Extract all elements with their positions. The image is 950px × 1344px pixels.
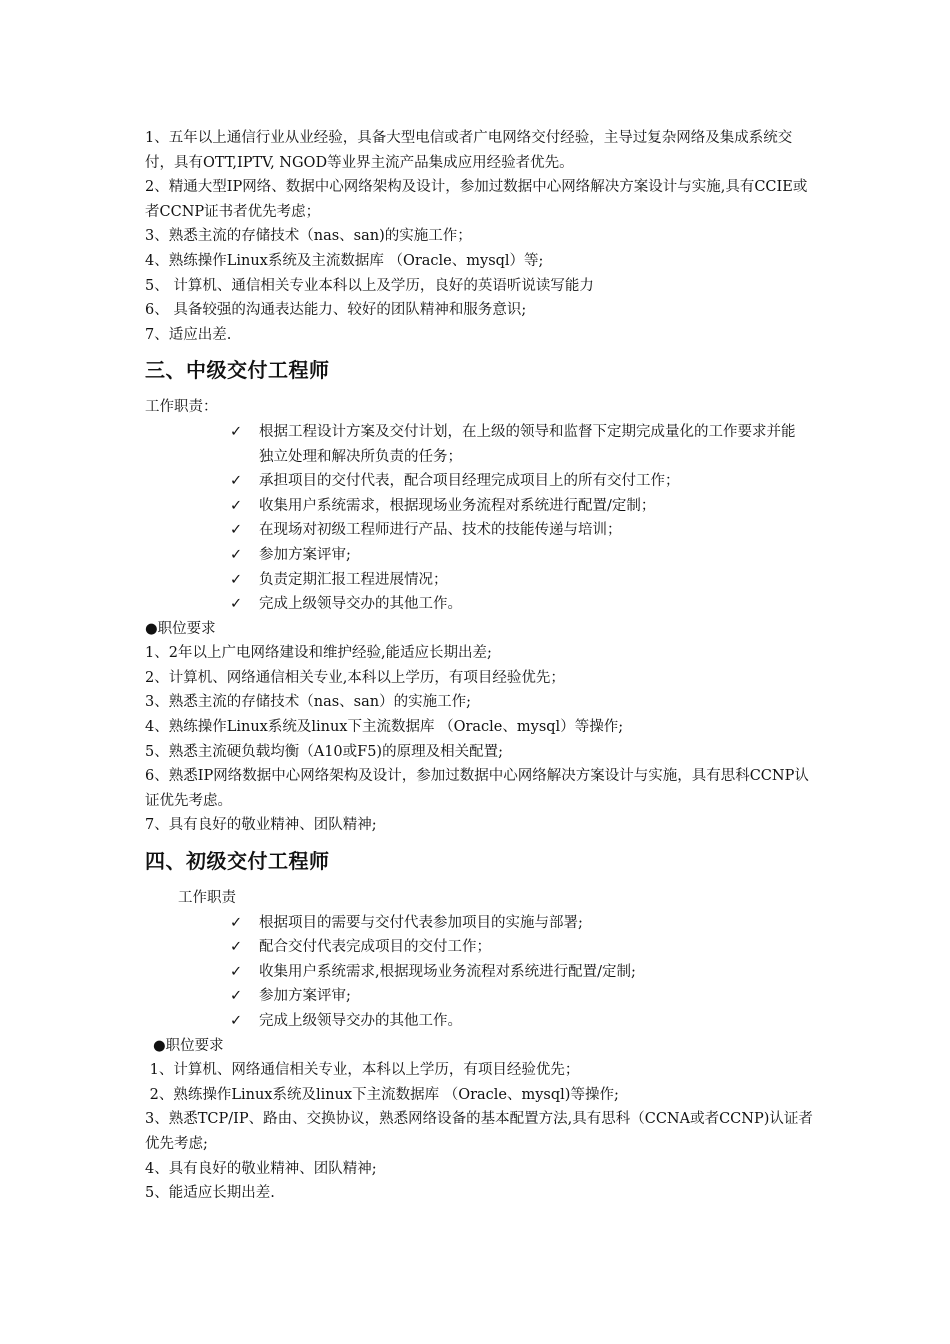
duty-text: 根据项目的需要与交付代表参加项目的实施与部署;	[259, 914, 583, 931]
requirement-item: 1、五年以上通信行业从业经验，具备大型电信或者广电网络交付经验，主导过复杂网络及集成系统交付，具有OTT,IPTV, NGOD等业界主流产品集成应用经验者优先。	[145, 130, 793, 171]
requirements-list	[145, 641, 815, 838]
duty-item	[145, 911, 815, 936]
checkmark-icon: ✓	[230, 914, 243, 931]
requirements-label: ●职位要求	[153, 1037, 224, 1054]
requirement-item: 5、熟悉主流硬负载均衡（A10或F5)的原理及相关配置;	[145, 743, 503, 760]
checkmark-icon: ✓	[230, 522, 243, 539]
checkmark-icon: ✓	[230, 963, 243, 980]
duty-text: 参加方案评审;	[259, 546, 351, 563]
checkmark-icon: ✓	[230, 988, 243, 1005]
section-heading-mid-engineer: 三、中级交付工程师	[145, 358, 330, 383]
requirement-item: 1、2年以上广电网络建设和维护经验,能适应长期出差;	[145, 645, 492, 662]
duties-checklist	[145, 911, 815, 1034]
section-heading-junior-engineer: 四、初级交付工程师	[145, 849, 330, 874]
duties-checklist	[145, 420, 815, 617]
checkmark-icon: ✓	[230, 423, 243, 440]
requirement-item: 1、计算机、网络通信相关专业，本科以上学历，有项目经验优先；	[145, 1062, 580, 1079]
duty-item	[145, 935, 815, 960]
duties-label: 工作职责：	[145, 399, 218, 416]
duty-item	[145, 494, 815, 519]
requirement-item: 4、熟练操作Linux系统及linux下主流数据库 （Oracle、mysql）等操作;	[145, 719, 624, 736]
requirement-item: 6、熟悉IP网络数据中心网络架构及设计，参加过数据中心网络解决方案设计与实施，具有思科CCNP认证优先考虑。	[145, 768, 809, 809]
requirement-item: 3、熟悉主流的存储技术（nas、san)的实施工作；	[145, 228, 472, 245]
checkmark-icon: ✓	[230, 1013, 243, 1029]
duty-text: 完成上级领导交办的其他工作。	[259, 596, 462, 613]
duty-item	[145, 420, 815, 469]
requirement-item: 2、熟练操作Linux系统及linux下主流数据库 （Oracle、mysql)等操作;	[145, 1086, 619, 1103]
requirement-item: 6、 具备较强的沟通表达能力、较好的团队精神和服务意识;	[145, 302, 527, 319]
requirement-item: 7、具有良好的敬业精神、团队精神;	[145, 817, 377, 834]
duty-text: 完成上级领导交办的其他工作。	[259, 1013, 462, 1029]
requirement-item: 3、熟悉主流的存储技术（nas、san）的实施工作;	[145, 694, 471, 711]
requirement-item: 3、熟悉TCP/IP、路由、交换协议，熟悉网络设备的基本配置方法,具有思科（CCNA或者CCNP)认证者优先考虑;	[145, 1111, 813, 1152]
duty-text: 负责定期汇报工程进展情况；	[259, 571, 448, 588]
duty-text: 根据工程设计方案及交付计划，在上级的领导和监督下定期完成量化的工作要求并能独立处理和解决所负责的任务；	[259, 423, 796, 465]
duty-text: 配合交付代表完成项目的交付工作；	[259, 939, 491, 956]
checkmark-icon: ✓	[230, 596, 243, 613]
checkmark-icon: ✓	[230, 497, 243, 514]
requirement-item: 5、能适应长期出差.	[145, 1185, 275, 1202]
duty-text: 参加方案评审;	[259, 988, 351, 1005]
requirement-item: 2、计算机、网络通信相关专业,本科以上学历，有项目经验优先；	[145, 669, 565, 686]
duty-item	[145, 469, 815, 494]
duties-label: 工作职责	[178, 890, 236, 907]
duty-text: 承担项目的交付代表，配合项目经理完成项目上的所有交付工作；	[259, 473, 680, 490]
requirement-item: 4、熟练操作Linux系统及主流数据库 （Oracle、mysql）等;	[145, 252, 544, 269]
duty-item	[145, 984, 815, 1009]
requirement-item: 7、适应出差.	[145, 326, 232, 343]
requirements-list	[145, 1058, 815, 1206]
requirement-item: 5、 计算机、通信相关专业本科以上及学历，良好的英语听说读写能力	[145, 277, 594, 294]
duty-item	[145, 568, 815, 593]
checkmark-icon: ✓	[230, 571, 243, 588]
requirement-item: 4、具有良好的敬业精神、团队精神;	[145, 1160, 377, 1177]
duty-item	[145, 518, 815, 543]
requirements-label: ●职位要求	[145, 620, 216, 637]
duty-text: 收集用户系统需求,根据现场业务流程对系统进行配置/定制;	[259, 963, 636, 980]
previous-requirements-list	[145, 126, 815, 347]
duty-item	[145, 1009, 815, 1034]
checkmark-icon: ✓	[230, 473, 243, 490]
duty-text: 收集用户系统需求，根据现场业务流程对系统进行配置/定制；	[259, 497, 656, 514]
document-page	[145, 126, 815, 1206]
checkmark-icon: ✓	[230, 939, 243, 956]
checkmark-icon: ✓	[230, 546, 243, 563]
duty-item	[145, 592, 815, 617]
duty-item	[145, 960, 815, 985]
duty-item	[145, 543, 815, 568]
requirement-item: 2、精通大型IP网络、数据中心网络架构及设计，参加过数据中心网络解决方案设计与实施,具有CCIE或者CCNP证书者优先考虑；	[145, 179, 808, 220]
duty-text: 在现场对初级工程师进行产品、技术的技能传递与培训；	[259, 522, 622, 539]
